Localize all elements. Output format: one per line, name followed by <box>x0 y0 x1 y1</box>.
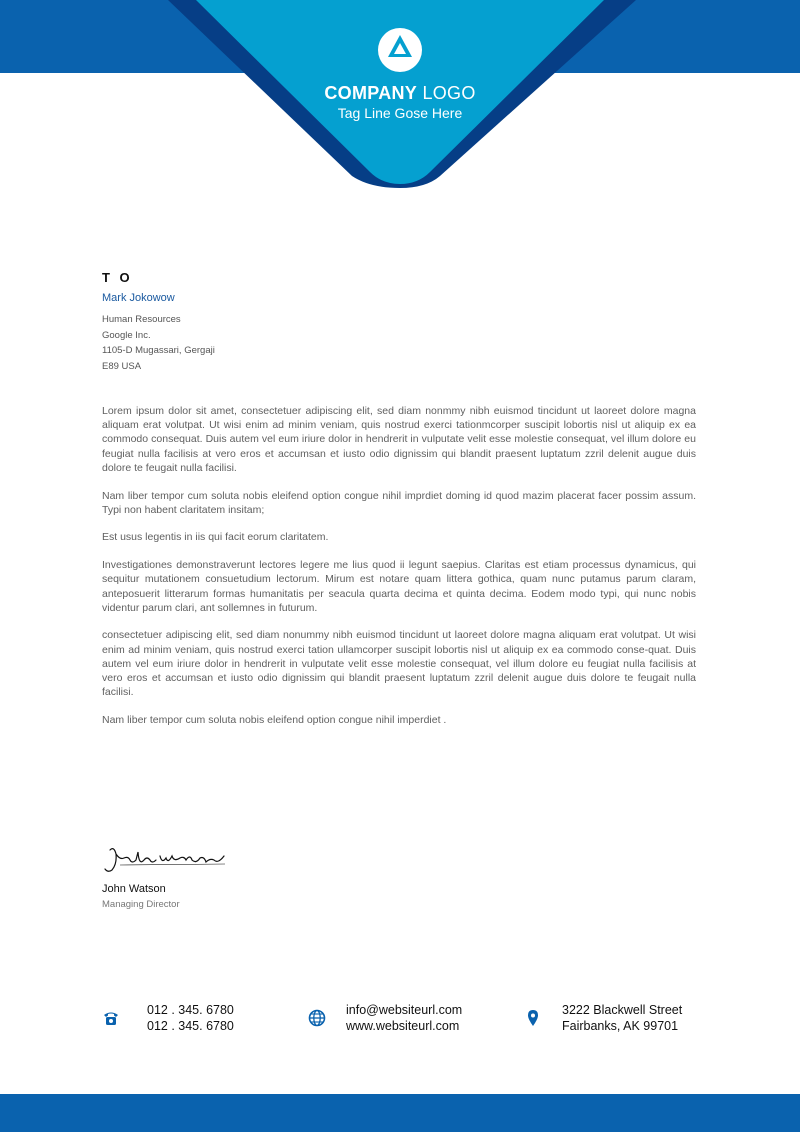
body-paragraph: Nam liber tempor cum soluta nobis eleifend option congue nihil imperdiet . <box>102 713 447 726</box>
recipient-address <box>102 312 215 374</box>
body-paragraph: Nam liber tempor cum soluta nobis eleifend option congue nihil imprdiet doming id quod mazim placerat facer possim assum. Typi non habent claritatem insitam; <box>102 489 696 516</box>
map-pin-icon <box>524 1009 542 1027</box>
body-paragraph: Est usus legentis in iis qui facit eorum claritatem. <box>102 531 329 544</box>
to-label: T O <box>102 270 133 285</box>
letter-body <box>102 404 696 741</box>
website-url: www.websiteurl.com <box>346 1019 460 1033</box>
address-line: Human Resources <box>102 314 181 325</box>
logo-title <box>300 83 500 104</box>
body-paragraph: Lorem ipsum dolor sit amet, consectetuer adipiscing elit, sed diam nonmmy nibh euismod tincidunt ut laoreet dolore magna aliquam erat volutpat. Ut wisi enim ad minim veniam, quis nostrud exerci tationmcorper suscipit lobortis nisl ut aliquip ex ea commodo consequat. Duis autem vel eum iriure dolor in hendrerit in vulputate velit esse molestie consequat, vel illum dolore eu feugiat nulla facilisis at vero eros et accumsan et iusto odio dignissim qui blandit praesent luptatum zzril delenit augue duis dolore te feugait nulla facilisi. <box>102 405 696 474</box>
logo-tagline: Tag Line Gose Here <box>337 105 463 121</box>
company-logo <box>300 26 500 121</box>
phone-icon <box>102 1009 120 1027</box>
city-address: Fairbanks, AK 99701 <box>562 1019 679 1033</box>
address-line: 1105-D Mugassari, Gergaji <box>102 345 215 356</box>
handwritten-signature <box>100 840 230 876</box>
phone-number: 012 . 345. 6780 <box>147 1019 234 1033</box>
email-address: info@websiteurl.com <box>346 1003 463 1017</box>
address-line: E89 USA <box>102 360 142 372</box>
signer-title: Managing Director <box>102 899 180 910</box>
street-address: 3222 Blackwell Street <box>562 1003 683 1017</box>
recipient-name: Mark Jokowow <box>102 292 175 304</box>
triangle-logo-icon <box>376 26 424 74</box>
footer-phone <box>147 1002 234 1034</box>
body-paragraph: consectetuer adipiscing elit, sed diam nonummy nibh euismod tincidunt ut laoreet dolore magna aliquam erat volutpat. Ut wisi enim ad minim veniam, quis nostrud exerci tation ullamcorper suscipit lobortis nisl ut aliquip ex ea commodo conse-quat. Duis autem vel eum iriure dolor in hendrerit in vulputate velit esse molestie consequat, vel illum dolore eu feugiat nulla facilisis at vero eros et accumsan et iusto odio dignissim qui blandit praesent luptatum zzril delenit augue duis dolore te feugait nulla facilisi. <box>102 629 696 699</box>
globe-icon <box>308 1009 326 1027</box>
footer-web <box>346 1002 462 1034</box>
signer-name: John Watson <box>102 883 166 895</box>
address-line: Google Inc. <box>102 329 151 341</box>
phone-number: 012 . 345. 6780 <box>147 1003 234 1017</box>
logo-title-rest: LOGO <box>422 83 476 103</box>
footer-address <box>562 1002 682 1034</box>
logo-title-bold: COMPANY <box>324 83 418 103</box>
body-paragraph: Investigationes demonstraverunt lectores legere me lius quod ii legunt saepius. Claritas est etiam processus dynamicus, qui sequitur mutationem consuetudium lectorum. Mirum est notare quam littera gothica, quam nunc putamus parum claram, anteposuerit litterarum formas humanitatis per seacula quarta decima et quinta decima. Eodem modo typi, qui nunc nobis videntur parum clari, ant sollemnes in futurum. <box>102 559 696 614</box>
footer-bar <box>0 1094 800 1132</box>
